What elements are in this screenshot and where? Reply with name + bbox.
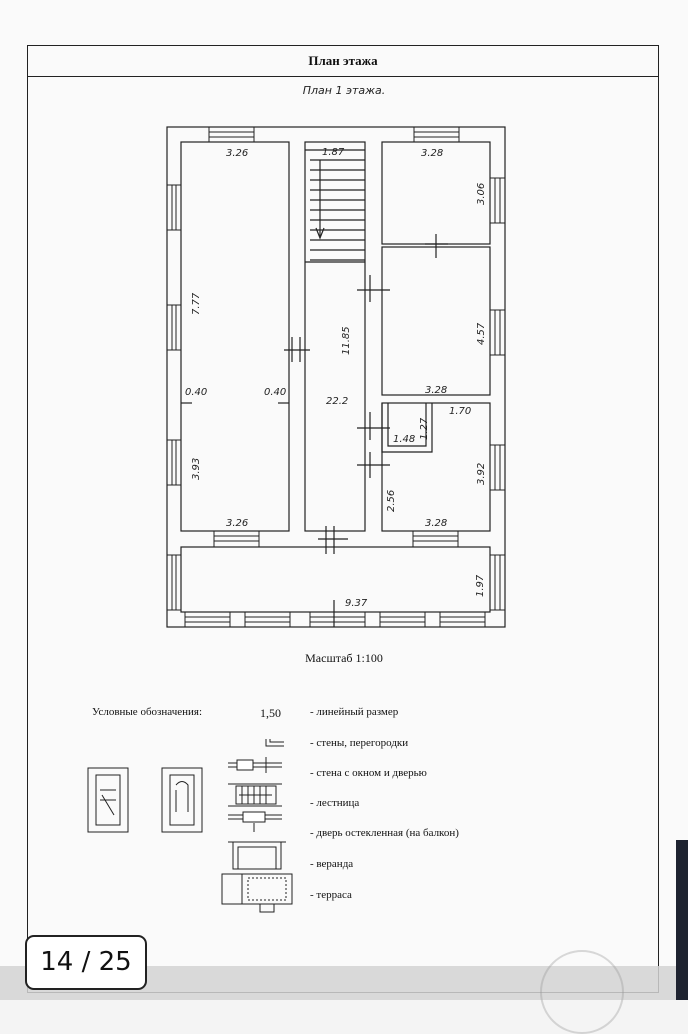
dim-left-room-lower-length: 3.93: [191, 457, 202, 480]
sheet-title: План этажа: [308, 53, 378, 68]
legend-stair-symbol: [228, 784, 282, 806]
legend-item-terrace: - терраса: [310, 889, 352, 901]
dim-left-gap-right: 0.40: [264, 387, 287, 398]
veranda: [181, 547, 490, 612]
legend-window-door-symbol: [228, 757, 282, 773]
windows: [167, 127, 505, 627]
legend-item-stairs: - лестница: [310, 797, 360, 809]
dim-left-room-width-top: 3.26: [226, 148, 249, 159]
dim-left-room-length: 7.77: [191, 292, 202, 315]
dim-right-mid-length: 4.57: [476, 322, 487, 345]
dim-right-mid-width: 3.28: [425, 385, 448, 396]
legend-item-walls: - стены, перегородки: [310, 737, 409, 749]
dim-stair-width: 1.87: [322, 147, 345, 158]
outer-wall-outer: [167, 127, 505, 627]
room-right-mid: [382, 247, 490, 395]
legend-item-wall-window-door: - стена с окном и дверью: [310, 767, 427, 779]
dim-right-bottom-length: 3.92: [476, 462, 487, 485]
dim-right-top-width: 3.28: [421, 148, 444, 159]
legend-wall-symbol: [266, 739, 284, 746]
dim-left-room-width-bottom: 3.26: [226, 518, 249, 529]
dim-right-bottom-width: 3.28: [425, 518, 448, 529]
legend-sample-value: 1,50: [260, 706, 281, 720]
staircase: [305, 150, 365, 262]
legend-heading: Условные обозначения:: [92, 706, 203, 718]
legend-item-glazed-door: - дверь остекленная (на балкон): [310, 827, 459, 839]
page-counter-badge[interactable]: 14 / 25: [25, 935, 147, 990]
dim-right-top-length: 3.06: [476, 182, 487, 205]
legend-terrace-symbol: [222, 874, 292, 912]
legend-glazed-door-symbol: [228, 812, 282, 832]
legend-stair-plan-b: [162, 768, 202, 832]
room-right-bottom: [382, 403, 490, 531]
legend-veranda-symbol: [228, 842, 286, 869]
dim-veranda-depth: 1.97: [475, 574, 486, 597]
dim-left-gap-left: 0.40: [185, 387, 208, 398]
dim-closet-depth: 1.27: [419, 417, 430, 440]
watermark-logo: [540, 950, 624, 1034]
legend-item-linear-size: - линейный размер: [310, 706, 399, 718]
legend-symbols: [88, 739, 292, 912]
dim-corridor-area: 22.2: [326, 396, 349, 407]
dim-veranda-width: 9.37: [345, 598, 368, 609]
dim-corridor-length: 11.85: [341, 326, 352, 355]
scale-label: Масштаб 1:100: [305, 651, 383, 665]
dim-right-bottom-offset: 1.70: [449, 406, 472, 417]
legend-stair-plan-a: [88, 768, 128, 832]
legend-item-veranda: - веранда: [310, 858, 354, 870]
dim-closet-width: 1.48: [393, 434, 416, 445]
dim-corridor-lower: 2.56: [386, 489, 397, 512]
plan-title: План 1 этажа.: [302, 84, 386, 97]
side-panel-handle[interactable]: [676, 840, 688, 1000]
